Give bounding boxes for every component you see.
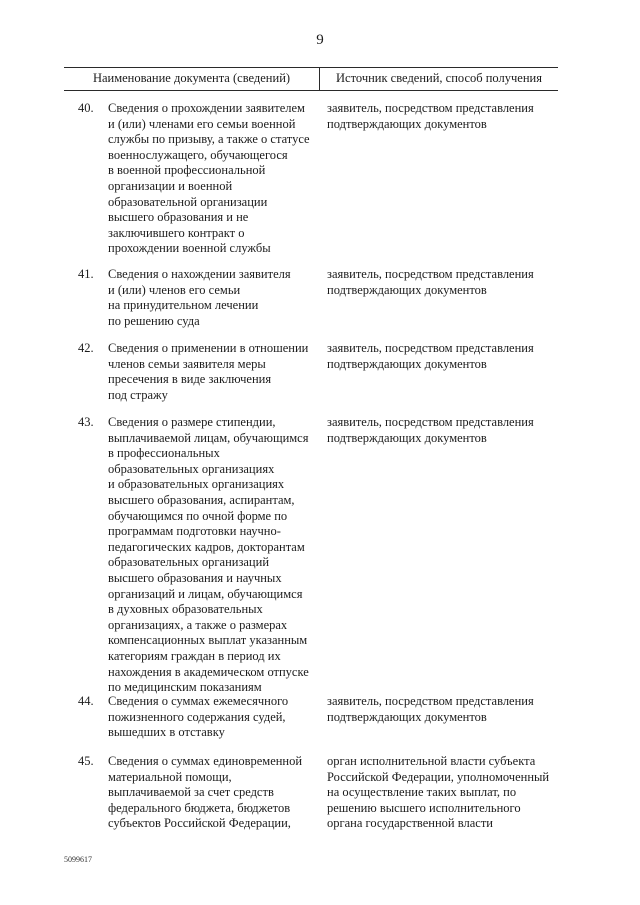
- source-method: заявитель, посредством представления подтверждающих документов: [327, 267, 534, 297]
- document-code: 5099617: [64, 855, 92, 864]
- source-method: заявитель, посредством представления подтверждающих документов: [327, 341, 534, 371]
- source-method: заявитель, посредством представления подтверждающих документов: [327, 694, 534, 724]
- document-name: Сведения о суммах единовременной материальной помощи, выплачиваемой за счет средств федерального бюджета, бюджетов субъектов Российской Федерации,: [108, 754, 303, 831]
- document-name: Сведения о суммах ежемесячного пожизненного содержания судей, вышедших в отставку: [108, 694, 289, 740]
- source-method: заявитель, посредством представления подтверждающих документов: [327, 101, 534, 131]
- header-document-name: Наименование документа (сведений): [64, 68, 320, 90]
- table-header: [64, 67, 558, 91]
- document-name: Сведения о прохождении заявителем и (или) членами его семьи военной службы по призыву, а также о статусе военнослужащего, обучающегося в военной профессиональной организации и военной образовательной организации высшего образования и не заключившего контракт о прохождении военной службы: [108, 101, 310, 256]
- source-method: орган исполнительной власти субъекта Российской Федерации, уполномоченный на осуществление таких выплат, по решению высшего исполнительного органа государственной власти: [327, 754, 550, 831]
- row-number: 43.: [78, 415, 94, 429]
- row-number: 40.: [78, 101, 94, 115]
- page-number: 9: [316, 32, 324, 48]
- source-method: заявитель, посредством представления подтверждающих документов: [327, 415, 534, 445]
- row-number: 42.: [78, 341, 94, 355]
- row-number: 44.: [78, 694, 94, 708]
- document-name: Сведения о размере стипендии, выплачиваемой лицам, обучающимся в профессиональных образовательных организациях и образовательных организациях высшего образования, аспирантам, обучающимся по очной форме по программам подготовки научно- педагогических кадров, докторантам образовательных организаций высшего образования и научных организаций и лицам, обучающимся в духовных образовательных организациях, а также о размерах компенсационных выплат указанным категориям граждан в период их нахождения в академическом отпуске по медицинским показаниям: [108, 415, 309, 695]
- row-number: 45.: [78, 754, 94, 768]
- header-source: Источник сведений, способ получения: [336, 71, 542, 85]
- document-name: Сведения о нахождении заявителя и (или) членов его семьи на принудительном лечении по решению суда: [108, 267, 291, 328]
- row-number: 41.: [78, 267, 94, 281]
- document-name: Сведения о применении в отношении членов семьи заявителя меры пресечения в виде заключения под стражу: [108, 341, 309, 402]
